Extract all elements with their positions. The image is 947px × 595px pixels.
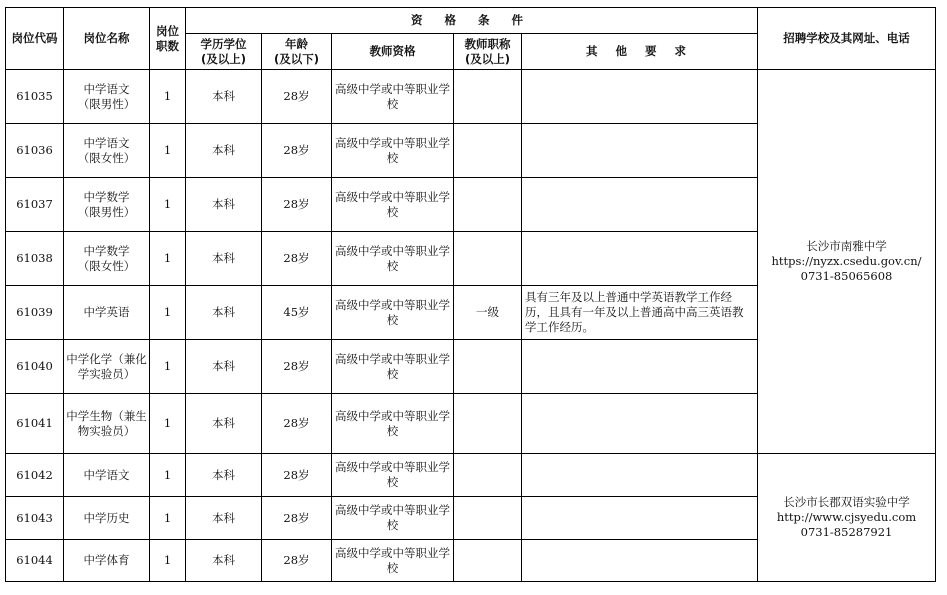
cell-name: 中学生物（兼生物实验员） <box>64 394 150 454</box>
cell-name: 中学语文 （限女性） <box>64 124 150 178</box>
cell-education: 本科 <box>186 124 262 178</box>
cell-cert: 高级中学或中等职业学校 <box>332 340 454 394</box>
cell-title <box>454 394 522 454</box>
cell-name: 中学数学 （限女性） <box>64 232 150 286</box>
cell-education: 本科 <box>186 394 262 454</box>
cell-other <box>522 124 758 178</box>
cell-other <box>522 454 758 497</box>
cell-count: 1 <box>150 232 186 286</box>
header-age: 年龄 (及以下) <box>262 34 332 70</box>
table-row <box>6 70 936 124</box>
cell-age: 28岁 <box>262 340 332 394</box>
cell-title <box>454 454 522 497</box>
cell-age: 28岁 <box>262 540 332 582</box>
cell-count: 1 <box>150 286 186 340</box>
cell-cert: 高级中学或中等职业学校 <box>332 70 454 124</box>
cell-cert: 高级中学或中等职业学校 <box>332 540 454 582</box>
cell-other <box>522 540 758 582</box>
cell-count: 1 <box>150 340 186 394</box>
cell-education: 本科 <box>186 497 262 540</box>
cell-cert: 高级中学或中等职业学校 <box>332 497 454 540</box>
cell-name: 中学语文 （限男性） <box>64 70 150 124</box>
header-name: 岗位名称 <box>64 8 150 70</box>
cell-age: 28岁 <box>262 454 332 497</box>
cell-count: 1 <box>150 124 186 178</box>
cell-code: 61040 <box>6 340 64 394</box>
cell-age: 28岁 <box>262 178 332 232</box>
cell-cert: 高级中学或中等职业学校 <box>332 394 454 454</box>
header-other: 其 他 要 求 <box>522 34 758 70</box>
cell-name: 中学化学（兼化学实验员） <box>64 340 150 394</box>
cell-cert: 高级中学或中等职业学校 <box>332 178 454 232</box>
cell-code: 61037 <box>6 178 64 232</box>
school-phone: 0731-85287921 <box>800 525 893 539</box>
cell-cert: 高级中学或中等职业学校 <box>332 124 454 178</box>
cell-age: 28岁 <box>262 124 332 178</box>
cell-code: 61042 <box>6 454 64 497</box>
cell-title <box>454 232 522 286</box>
cell-name: 中学体育 <box>64 540 150 582</box>
school-name: 长沙市南雅中学 <box>806 239 887 253</box>
cell-age: 28岁 <box>262 232 332 286</box>
header-qualifications: 资 格 条 件 <box>186 8 758 34</box>
cell-other <box>522 340 758 394</box>
cell-count: 1 <box>150 454 186 497</box>
cell-count: 1 <box>150 70 186 124</box>
cell-name: 中学语文 <box>64 454 150 497</box>
cell-name: 中学数学 （限男性） <box>64 178 150 232</box>
cell-code: 61035 <box>6 70 64 124</box>
cell-name: 中学历史 <box>64 497 150 540</box>
cell-cert: 高级中学或中等职业学校 <box>332 286 454 340</box>
cell-title <box>454 178 522 232</box>
cell-other <box>522 178 758 232</box>
cell-education: 本科 <box>186 286 262 340</box>
header-education: 学历学位 (及以上) <box>186 34 262 70</box>
school-cell-changjun <box>758 454 936 582</box>
cell-other <box>522 232 758 286</box>
cell-other: 具有三年及以上普通中学英语教学工作经历，且具有一年及以上普通高中高三英语教学工作经历。 <box>522 286 758 340</box>
cell-cert: 高级中学或中等职业学校 <box>332 454 454 497</box>
cell-code: 61038 <box>6 232 64 286</box>
cell-code: 61036 <box>6 124 64 178</box>
header-code: 岗位代码 <box>6 8 64 70</box>
header-count: 岗位 职数 <box>150 8 186 70</box>
cell-code: 61039 <box>6 286 64 340</box>
cell-code: 61043 <box>6 497 64 540</box>
cell-education: 本科 <box>186 232 262 286</box>
cell-count: 1 <box>150 394 186 454</box>
school-phone: 0731-85065608 <box>800 269 893 283</box>
cell-cert: 高级中学或中等职业学校 <box>332 232 454 286</box>
table-row <box>6 454 936 497</box>
school-name: 长沙市长郡双语实验中学 <box>783 495 910 509</box>
school-cell-nanya <box>758 70 936 454</box>
cell-education: 本科 <box>186 540 262 582</box>
cell-title <box>454 497 522 540</box>
cell-title: 一级 <box>454 286 522 340</box>
cell-count: 1 <box>150 178 186 232</box>
cell-other <box>522 70 758 124</box>
cell-education: 本科 <box>186 178 262 232</box>
header-teacher-cert: 教师资格 <box>332 34 454 70</box>
cell-count: 1 <box>150 540 186 582</box>
cell-title <box>454 124 522 178</box>
cell-age: 28岁 <box>262 497 332 540</box>
cell-education: 本科 <box>186 70 262 124</box>
cell-other <box>522 497 758 540</box>
cell-count: 1 <box>150 497 186 540</box>
school-url: http://www.cjsyedu.com <box>776 510 917 524</box>
cell-title <box>454 540 522 582</box>
cell-age: 45岁 <box>262 286 332 340</box>
header-school: 招聘学校及其网址、电话 <box>758 8 936 70</box>
cell-title <box>454 70 522 124</box>
cell-education: 本科 <box>186 340 262 394</box>
cell-title <box>454 340 522 394</box>
cell-education: 本科 <box>186 454 262 497</box>
school-url: https://nyzx.csedu.gov.cn/ <box>771 254 922 268</box>
cell-code: 61041 <box>6 394 64 454</box>
recruitment-table <box>5 7 936 582</box>
cell-name: 中学英语 <box>64 286 150 340</box>
header-title: 教师职称 (及以上) <box>454 34 522 70</box>
cell-age: 28岁 <box>262 394 332 454</box>
cell-age: 28岁 <box>262 70 332 124</box>
cell-code: 61044 <box>6 540 64 582</box>
cell-other <box>522 394 758 454</box>
